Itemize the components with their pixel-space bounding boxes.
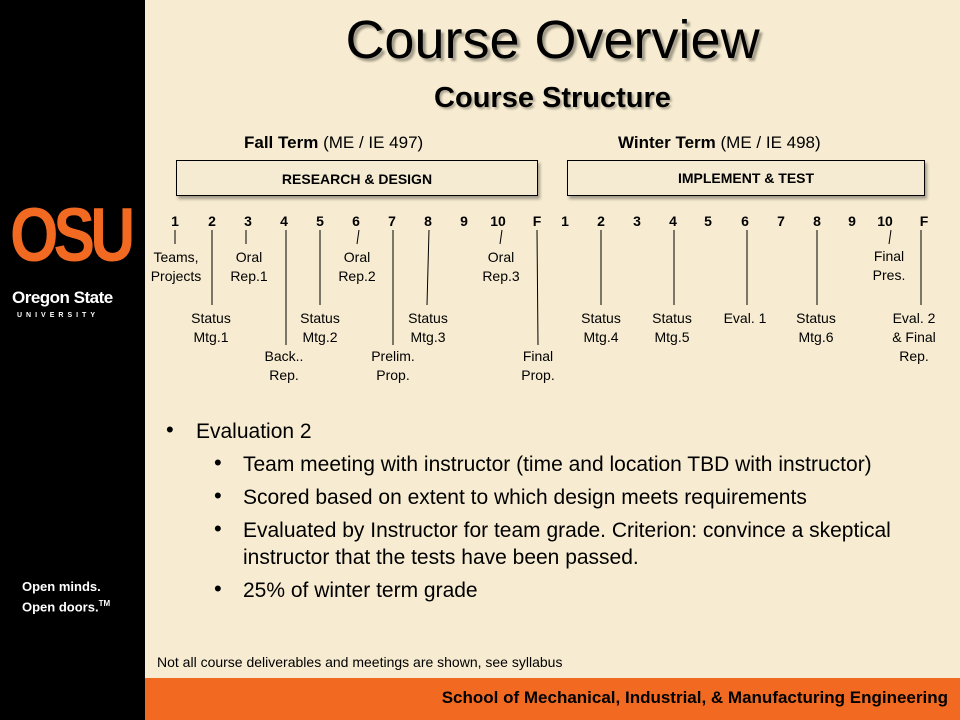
- osu-logo: OSU: [10, 193, 131, 278]
- label-oral-rep-1: Oral Rep.1: [230, 249, 268, 284]
- research-design-phase: RESEARCH & DESIGN: [176, 160, 538, 196]
- connector-oral-rep-3: [500, 230, 502, 244]
- label-oral-rep-3: Oral Rep.3: [482, 249, 520, 284]
- week-winter-7: 7: [777, 213, 785, 229]
- week-winter-5: 5: [704, 213, 712, 229]
- trademark: TM: [98, 599, 111, 608]
- bullet-evaluation-2: • Evaluation 2: [162, 418, 922, 445]
- connector-final-prop: [537, 230, 538, 345]
- osu-logo-university: UNIVERSITY: [17, 312, 100, 319]
- week-winter-final: F: [919, 213, 929, 229]
- connector-final-pres: [889, 230, 891, 244]
- week-fall-7: 7: [388, 213, 396, 229]
- week-fall-9: 9: [460, 213, 468, 229]
- bullet-list: [162, 418, 922, 610]
- page-subtitle: Course Structure: [434, 82, 671, 114]
- label-prelim-prop: Prelim. Prop.: [371, 348, 415, 383]
- week-winter-3: 3: [633, 213, 641, 229]
- implement-test-phase: IMPLEMENT & TEST: [567, 160, 925, 196]
- footer-bar: [145, 678, 960, 720]
- label-status-mtg-5: Status Mtg.5: [652, 310, 692, 345]
- sidebar: [0, 0, 145, 720]
- sub-bullet-grade-percent: • 25% of winter term grade: [162, 577, 922, 604]
- week-winter-6: 6: [741, 213, 749, 229]
- winter-term-title: Winter Term (ME / IE 498): [618, 133, 821, 152]
- connector-oral-rep-2: [357, 230, 359, 244]
- label-teams-projects: Teams, Projects: [150, 249, 202, 284]
- week-fall-5: 5: [316, 213, 324, 229]
- page-title: Course Overview: [345, 10, 760, 70]
- tagline: [22, 578, 110, 615]
- osu-logo-name: Oregon State: [12, 288, 113, 307]
- week-winter-4: 4: [669, 213, 677, 229]
- sub-bullet-scored: • Scored based on extent to which design meets requirements: [162, 484, 922, 511]
- week-fall-1: 1: [171, 213, 179, 229]
- label-final-pres: Final Pres.: [872, 248, 906, 283]
- label-final-prop: Final Prop.: [521, 348, 555, 383]
- label-oral-rep-2: Oral Rep.2: [338, 249, 376, 284]
- week-fall-final: F: [532, 213, 542, 229]
- connector-status-mtg-3: [427, 230, 429, 305]
- week-winter-10: 10: [877, 213, 893, 229]
- week-fall-10: 10: [490, 213, 506, 229]
- label-status-mtg-4: Status Mtg.4: [581, 310, 621, 345]
- footer-school-name: School of Mechanical, Industrial, & Manufacturing Engineering: [441, 688, 948, 707]
- sub-bullet-team-meeting: • Team meeting with instructor (time and location TBD with instructor): [162, 451, 922, 478]
- label-status-mtg-1: Status Mtg.1: [191, 310, 231, 345]
- week-fall-3: 3: [244, 213, 252, 229]
- tagline-line2: Open doors.™: [22, 599, 111, 615]
- label-status-mtg-6: Status Mtg.6: [796, 310, 836, 345]
- label-status-mtg-2: Status Mtg.2: [300, 310, 340, 345]
- week-fall-4: 4: [280, 213, 288, 229]
- week-winter-9: 9: [848, 213, 856, 229]
- week-fall-2: 2: [208, 213, 216, 229]
- week-winter-2: 2: [597, 213, 605, 229]
- label-back-rep: Back.. Rep.: [264, 348, 304, 383]
- tagline-line1: Open minds.: [22, 579, 101, 594]
- label-eval-1: Eval. 1: [723, 310, 767, 326]
- week-winter-1: 1: [561, 213, 569, 229]
- fall-term-title: Fall Term (ME / IE 497): [244, 133, 424, 152]
- label-eval-2-final-rep: Eval. 2 & Final Rep.: [892, 310, 936, 364]
- syllabus-note: Not all course deliverables and meetings are shown, see syllabus: [157, 654, 563, 670]
- week-fall-8: 8: [424, 213, 432, 229]
- label-status-mtg-3: Status Mtg.3: [408, 310, 448, 345]
- sub-bullet-evaluated: • Evaluated by Instructor for team grade. Criterion: convince a skeptical instructor that the tests have been passed.: [162, 517, 922, 571]
- week-winter-8: 8: [813, 213, 821, 229]
- week-fall-6: 6: [352, 213, 360, 229]
